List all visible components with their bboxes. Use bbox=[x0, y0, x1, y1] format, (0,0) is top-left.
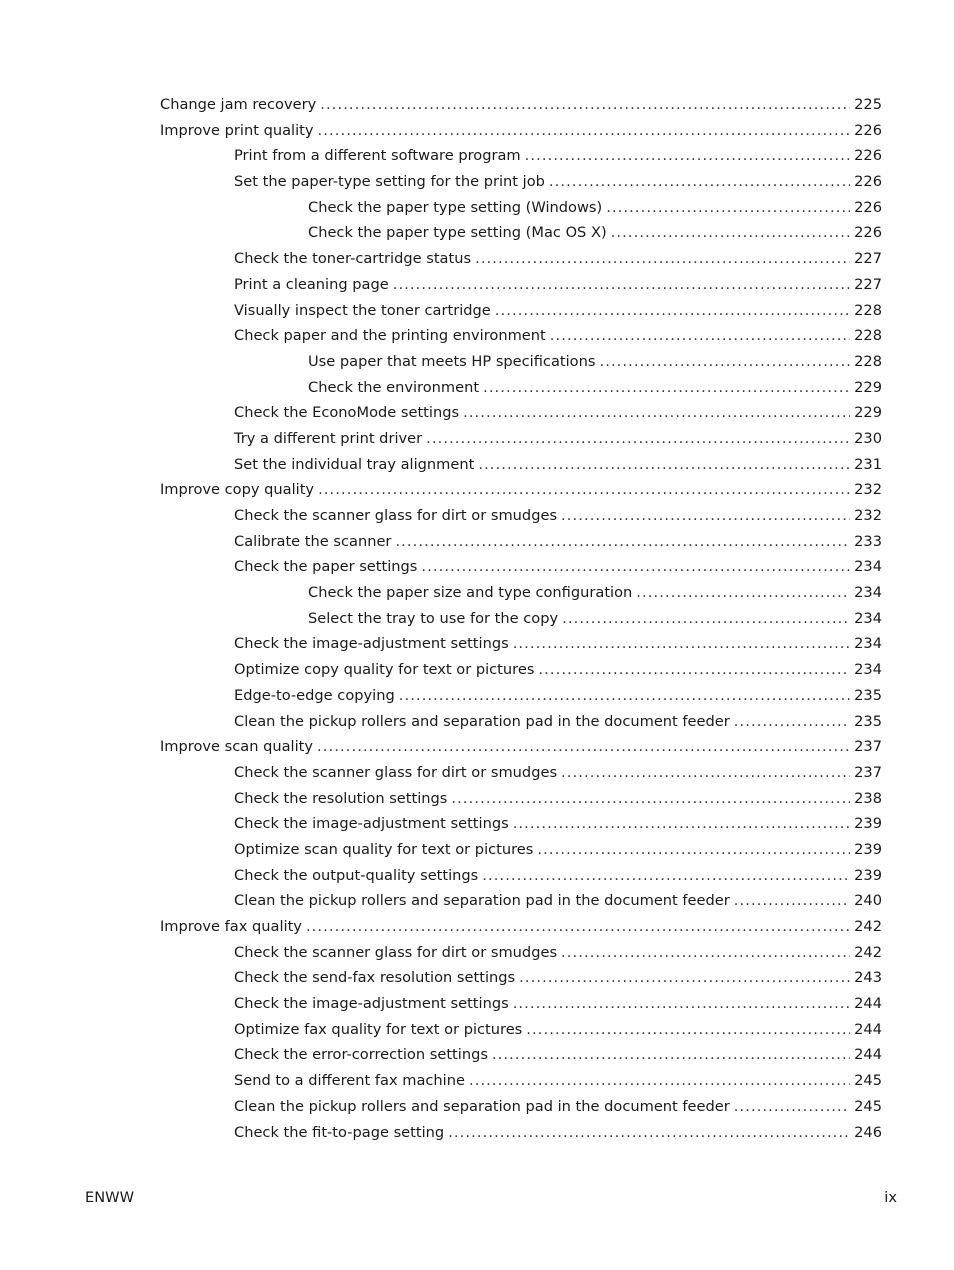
toc-entry-page-number[interactable]: 226 bbox=[854, 198, 882, 216]
toc-entry-page-number[interactable]: 231 bbox=[854, 455, 882, 473]
toc-dot-leader bbox=[469, 1068, 850, 1094]
toc-entry-title[interactable]: Clean the pickup rollers and separation pad in the document feeder bbox=[234, 712, 730, 730]
toc-entry-title[interactable]: Optimize copy quality for text or pictures bbox=[234, 661, 535, 679]
toc-dot-leader bbox=[526, 1017, 850, 1043]
toc-dot-leader bbox=[426, 426, 850, 452]
toc-entry-title[interactable]: Check the paper settings bbox=[234, 558, 418, 576]
toc-entry[interactable] bbox=[160, 195, 882, 221]
toc-dot-leader bbox=[448, 1120, 850, 1146]
toc-entry-page-number[interactable]: 234 bbox=[854, 661, 882, 679]
toc-dot-leader bbox=[561, 503, 850, 529]
footer-document-code: ENWW bbox=[85, 1189, 134, 1206]
toc-entry-title[interactable]: Check the send-fax resolution settings bbox=[234, 969, 516, 987]
toc-entry-page-number[interactable]: 246 bbox=[854, 1123, 882, 1141]
toc-entry[interactable] bbox=[160, 888, 882, 914]
toc-entry[interactable] bbox=[160, 298, 882, 324]
toc-entry[interactable] bbox=[160, 1042, 882, 1068]
toc-dot-leader bbox=[611, 220, 850, 246]
toc-entry[interactable] bbox=[160, 940, 882, 966]
toc-entry[interactable] bbox=[160, 580, 882, 606]
toc-entry-title[interactable]: Check the environment bbox=[308, 378, 480, 396]
toc-entry-title[interactable]: Check the paper type setting (Mac OS X) bbox=[308, 224, 607, 242]
toc-entry[interactable] bbox=[160, 709, 882, 735]
toc-dot-leader bbox=[519, 965, 850, 991]
toc-entry[interactable] bbox=[160, 657, 882, 683]
toc-entry-page-number[interactable]: 244 bbox=[854, 1046, 882, 1064]
toc-dot-leader bbox=[320, 92, 850, 118]
toc-dot-leader bbox=[492, 1042, 850, 1068]
toc-entry[interactable] bbox=[160, 811, 882, 837]
toc-entry-page-number[interactable]: 225 bbox=[854, 96, 882, 113]
toc-dot-leader bbox=[399, 683, 850, 709]
toc-entry[interactable] bbox=[160, 554, 882, 580]
toc-entry[interactable] bbox=[160, 529, 882, 555]
toc-entry-title[interactable]: Print from a different software program bbox=[234, 147, 521, 165]
toc-dot-leader bbox=[513, 631, 850, 657]
toc-entry-page-number[interactable]: 228 bbox=[854, 352, 882, 370]
toc-dot-leader bbox=[525, 143, 851, 169]
toc-entry-title[interactable]: Set the paper-type setting for the print job bbox=[234, 173, 545, 191]
toc-entry[interactable] bbox=[160, 1017, 882, 1043]
toc-entry-page-number[interactable]: 234 bbox=[854, 558, 882, 576]
toc-entry-page-number[interactable]: 228 bbox=[854, 327, 882, 345]
toc-entry[interactable] bbox=[160, 914, 882, 940]
toc-dot-leader bbox=[561, 760, 850, 786]
toc-entry-page-number[interactable]: 235 bbox=[854, 686, 882, 704]
toc-entry-page-number[interactable]: 234 bbox=[854, 635, 882, 653]
toc-dot-leader bbox=[495, 298, 850, 324]
toc-entry-page-number[interactable]: 234 bbox=[854, 609, 882, 627]
toc-entry-page-number[interactable]: 245 bbox=[854, 1072, 882, 1090]
toc-entry-title[interactable]: Send to a different fax machine bbox=[234, 1072, 465, 1090]
toc-entry[interactable] bbox=[160, 143, 882, 169]
toc-entry[interactable] bbox=[160, 837, 882, 863]
toc-dot-leader bbox=[451, 786, 850, 812]
toc-entry-title[interactable]: Check the scanner glass for dirt or smudges bbox=[234, 943, 558, 961]
toc-entry[interactable] bbox=[160, 1120, 882, 1146]
toc-entry[interactable] bbox=[160, 503, 882, 529]
toc-dot-leader bbox=[513, 991, 850, 1017]
toc-dot-leader bbox=[549, 169, 850, 195]
toc-dot-leader bbox=[393, 272, 850, 298]
toc-dot-leader bbox=[734, 709, 850, 735]
toc-dot-leader bbox=[318, 118, 851, 144]
toc-entry-page-number[interactable]: 245 bbox=[854, 1097, 882, 1115]
toc-entry-page-number[interactable]: 234 bbox=[854, 584, 882, 602]
toc-entry-page-number[interactable]: 237 bbox=[854, 763, 882, 781]
toc-entry-title[interactable]: Print a cleaning page bbox=[234, 275, 389, 293]
toc-dot-leader bbox=[475, 246, 850, 272]
toc-entry-page-number[interactable]: 238 bbox=[854, 789, 882, 807]
table-of-contents bbox=[160, 92, 882, 1145]
toc-entry-title[interactable]: Check paper and the printing environment bbox=[234, 327, 546, 345]
toc-entry[interactable] bbox=[160, 760, 882, 786]
toc-entry[interactable] bbox=[160, 272, 882, 298]
toc-entry-page-number[interactable]: 240 bbox=[854, 892, 882, 910]
toc-entry-title[interactable]: Clean the pickup rollers and separation pad in the document feeder bbox=[234, 892, 730, 910]
toc-entry-title[interactable]: Edge-to-edge copying bbox=[234, 686, 395, 704]
toc-entry-title[interactable]: Check the output-quality settings bbox=[234, 866, 479, 884]
toc-entry[interactable] bbox=[160, 477, 882, 503]
toc-entry-page-number[interactable]: 242 bbox=[854, 918, 882, 935]
toc-dot-leader bbox=[606, 195, 850, 221]
toc-entry-title[interactable]: Change jam recovery bbox=[160, 96, 317, 113]
toc-entry-page-number[interactable]: 233 bbox=[854, 532, 882, 550]
toc-entry-title[interactable]: Check the scanner glass for dirt or smudges bbox=[234, 763, 558, 781]
toc-dot-leader bbox=[734, 888, 850, 914]
toc-entry-page-number[interactable]: 242 bbox=[854, 943, 882, 961]
toc-entry-title[interactable]: Optimize fax quality for text or pictures bbox=[234, 1020, 523, 1038]
toc-entry-page-number[interactable]: 229 bbox=[854, 404, 882, 422]
toc-entry[interactable] bbox=[160, 375, 882, 401]
toc-entry-title[interactable]: Check the toner-cartridge status bbox=[234, 250, 472, 268]
toc-entry[interactable] bbox=[160, 118, 882, 144]
toc-entry[interactable] bbox=[160, 683, 882, 709]
toc-entry-page-number[interactable]: 232 bbox=[854, 507, 882, 524]
toc-entry[interactable] bbox=[160, 863, 882, 889]
toc-entry[interactable] bbox=[160, 786, 882, 812]
toc-entry[interactable] bbox=[160, 991, 882, 1017]
toc-entry-title[interactable]: Calibrate the scanner bbox=[234, 532, 392, 550]
toc-entry-title[interactable]: Check the resolution settings bbox=[234, 789, 448, 807]
toc-dot-leader bbox=[538, 657, 850, 683]
toc-dot-leader bbox=[734, 1094, 850, 1120]
toc-entry-title[interactable]: Check the fit-to-page setting bbox=[234, 1123, 445, 1141]
toc-entry-title[interactable]: Improve copy quality bbox=[160, 481, 315, 499]
toc-dot-leader bbox=[636, 580, 850, 606]
toc-entry-page-number[interactable]: 227 bbox=[854, 250, 882, 268]
toc-entry-page-number[interactable]: 239 bbox=[854, 815, 882, 833]
toc-entry[interactable] bbox=[160, 220, 882, 246]
toc-entry[interactable] bbox=[160, 965, 882, 991]
toc-entry-page-number[interactable]: 239 bbox=[854, 866, 882, 884]
toc-entry[interactable] bbox=[160, 1094, 882, 1120]
toc-entry-page-number[interactable]: 232 bbox=[854, 481, 882, 499]
toc-entry[interactable] bbox=[160, 631, 882, 657]
toc-entry[interactable] bbox=[160, 92, 882, 118]
toc-dot-leader bbox=[463, 400, 850, 426]
toc-entry-title[interactable]: Select the tray to use for the copy bbox=[308, 609, 559, 627]
toc-entry-title[interactable]: Clean the pickup rollers and separation pad in the document feeder bbox=[234, 1097, 730, 1115]
toc-dot-leader bbox=[562, 606, 850, 632]
toc-entry[interactable] bbox=[160, 323, 882, 349]
toc-dot-leader bbox=[395, 529, 850, 555]
toc-entry-title[interactable]: Improve fax quality bbox=[160, 918, 302, 935]
footer-page-number: ix bbox=[884, 1189, 897, 1206]
toc-entry-title[interactable]: Check the paper type setting (Windows) bbox=[308, 198, 603, 216]
toc-entry-page-number[interactable]: 227 bbox=[854, 275, 882, 293]
toc-dot-leader bbox=[318, 477, 850, 503]
toc-dot-leader bbox=[421, 554, 850, 580]
toc-entry[interactable] bbox=[160, 734, 882, 760]
toc-entry-page-number[interactable]: 244 bbox=[854, 995, 882, 1013]
toc-dot-leader bbox=[482, 863, 850, 889]
toc-entry-page-number[interactable]: 226 bbox=[854, 173, 882, 191]
toc-entry-title[interactable]: Optimize scan quality for text or pictures bbox=[234, 840, 534, 858]
toc-entry-title[interactable]: Check the image-adjustment settings bbox=[234, 635, 509, 653]
toc-entry-page-number[interactable]: 244 bbox=[854, 1020, 882, 1038]
toc-entry-title[interactable]: Visually inspect the toner cartridge bbox=[234, 301, 491, 319]
toc-entry-title[interactable]: Check the scanner glass for dirt or smudges bbox=[234, 507, 558, 524]
toc-entry-title[interactable]: Check the paper size and type configuration bbox=[308, 584, 633, 602]
toc-entry[interactable] bbox=[160, 1068, 882, 1094]
toc-entry-title[interactable]: Check the image-adjustment settings bbox=[234, 815, 509, 833]
toc-entry-page-number[interactable]: 228 bbox=[854, 301, 882, 319]
toc-entry-page-number[interactable]: 226 bbox=[854, 121, 882, 139]
toc-entry-title[interactable]: Check the image-adjustment settings bbox=[234, 995, 509, 1013]
toc-entry-title[interactable]: Improve scan quality bbox=[160, 738, 314, 756]
toc-entry[interactable] bbox=[160, 169, 882, 195]
toc-entry-page-number[interactable]: 243 bbox=[854, 969, 882, 987]
toc-entry-page-number[interactable]: 226 bbox=[854, 224, 882, 242]
toc-entry-page-number[interactable]: 229 bbox=[854, 378, 882, 396]
toc-dot-leader bbox=[513, 811, 850, 837]
toc-entry[interactable] bbox=[160, 400, 882, 426]
toc-entry-title[interactable]: Use paper that meets HP specifications bbox=[308, 352, 596, 370]
toc-entry-title[interactable]: Check the EconoMode settings bbox=[234, 404, 460, 422]
toc-entry-page-number[interactable]: 226 bbox=[854, 147, 882, 165]
toc-entry-title[interactable]: Improve print quality bbox=[160, 121, 314, 139]
toc-entry-page-number[interactable]: 237 bbox=[854, 738, 882, 756]
toc-dot-leader bbox=[561, 940, 850, 966]
toc-entry-title[interactable]: Set the individual tray alignment bbox=[234, 455, 475, 473]
toc-dot-leader bbox=[478, 452, 850, 478]
toc-entry-page-number[interactable]: 239 bbox=[854, 840, 882, 858]
toc-entry-page-number[interactable]: 230 bbox=[854, 429, 882, 447]
toc-entry[interactable] bbox=[160, 246, 882, 272]
toc-entry-page-number[interactable]: 235 bbox=[854, 712, 882, 730]
toc-entry-title[interactable]: Try a different print driver bbox=[234, 429, 423, 447]
toc-entry[interactable] bbox=[160, 452, 882, 478]
toc-dot-leader bbox=[317, 734, 850, 760]
toc-dot-leader bbox=[483, 375, 850, 401]
toc-dot-leader bbox=[550, 323, 850, 349]
toc-dot-leader bbox=[537, 837, 850, 863]
toc-entry[interactable] bbox=[160, 606, 882, 632]
toc-entry[interactable] bbox=[160, 426, 882, 452]
toc-entry[interactable] bbox=[160, 349, 882, 375]
toc-entry-title[interactable]: Check the error-correction settings bbox=[234, 1046, 488, 1064]
toc-dot-leader bbox=[306, 914, 850, 940]
toc-dot-leader bbox=[599, 349, 850, 375]
